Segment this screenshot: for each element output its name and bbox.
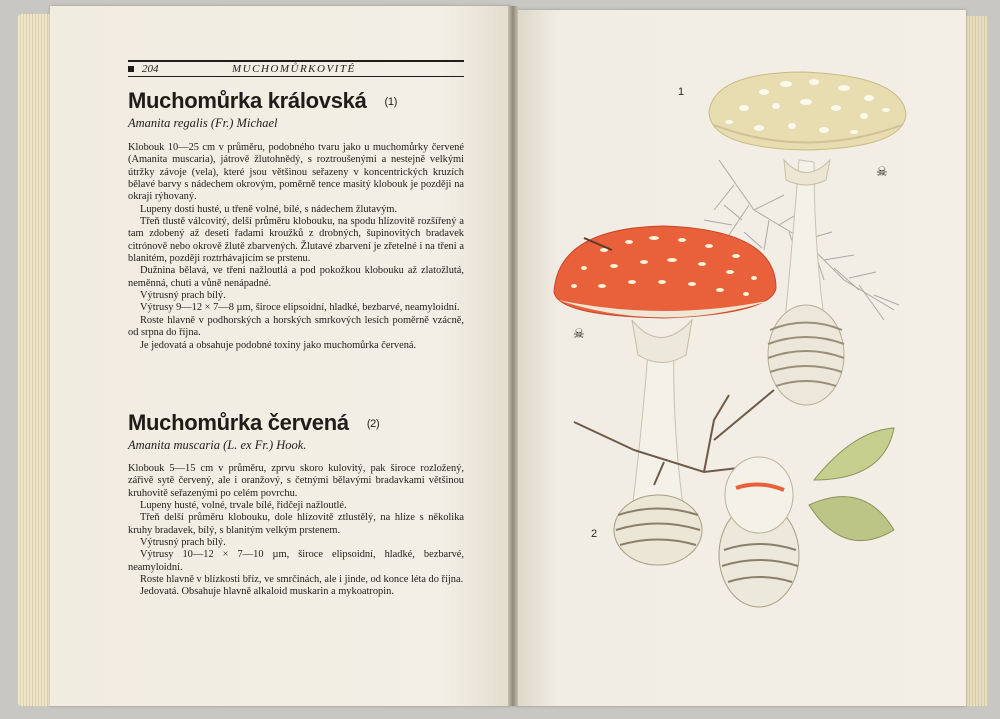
description-paragraph: Roste hlavně v blízkosti bříz, ve smrčinách, ale i jinde, od konce léta do října.: [140, 574, 464, 586]
latin-name: Amanita regalis (Fr.) Michael: [128, 116, 278, 130]
description-paragraph: Klobouk 10—25 cm v průměru, podobného tvaru jako u muchomůrky červené (Amanita muscaria), játrově žlutohnědý, s roztroušenými a nestejně velkými útržky závoje (vela), které jsou většinou seřazeny v koncentrických kruzích bělavé barvy s nádechem okrovým, poměrně tence masitý klobouk je později na okraji rýhovaný.: [128, 142, 464, 203]
species-name: Muchomůrka královská: [128, 88, 367, 113]
description-paragraph: Lupeny dosti husté, u třeně volné, bílé, s nádechem žlutavým.: [140, 203, 398, 215]
description-paragraph: Výtrusy 9—12 × 7—8 µm, široce elipsoidní, hladké, bezbarvé, neamyloidní.: [140, 302, 460, 314]
description-paragraph: Klobouk 5—15 cm v průměru, zprvu skoro kulovitý, pak široce rozložený, zářivě sytě červený, ale i oranžový, s četnými bělavými bradavkami většinou kruhovitě seřazenými po celém povrchu.: [128, 463, 464, 499]
description-paragraph: Výtrusný prach bílý.: [140, 537, 226, 549]
young-mushroom-illustration: [719, 457, 799, 607]
species-name: Muchomůrka červená: [128, 410, 349, 435]
description-paragraph: Roste hlavně v podhorských a horských smrkových lesích poměrně vzácně, od srpna do října.: [128, 314, 464, 339]
page-number: 204: [142, 63, 159, 75]
poison-skull-icon: ☠: [573, 326, 585, 341]
plate-reference: (1): [384, 96, 398, 109]
poison-skull-icon: ☠: [876, 164, 888, 179]
species-title: [128, 410, 379, 436]
header-rule: [128, 76, 464, 77]
plate-label-2: 2: [591, 528, 598, 540]
description-paragraph: Je jedovatá a obsahuje podobné toxiny jako muchomůrka červená.: [140, 339, 417, 351]
description-paragraph: Třeň delší průměru klobouku, dole hlízovitě ztlustělý, na hlíze s několika kruhy bradavek, bílý, s blanitým velkým prstenem.: [128, 512, 464, 536]
description-paragraph: Třeň tlustě válcovitý, delší průměru klobouku, na spodu hlízovitě rozšířený a tam zdobený až deseti řadami kroužků z drobných, šupinovitých bradavek citrónově nebo okrově žlutě zbarvených. Žlutavé zbarvení je zřetelné i na třeni a blanitém, později roztrhávajícím se prstenu.: [128, 216, 464, 265]
latin-name: Amanita muscaria (L. ex Fr.) Hook.: [128, 438, 307, 452]
description-paragraph: Lupeny husté, volné, trvale bílé, řidčeji nažloutlé.: [140, 500, 347, 512]
description-paragraph: Výtrusný prach bílý.: [140, 290, 226, 302]
description-paragraph: Jedovatá. Obsahuje hlavně alkaloid muskarin a mykoatropin.: [140, 586, 394, 598]
running-header: [128, 60, 464, 77]
description-paragraph: Dužnina bělavá, ve třeni nažloutlá a pod pokožkou klobouku až zlatožlutá, neměnná, chuti a vůně nenápadné.: [128, 265, 464, 289]
species-description: [128, 463, 464, 599]
mushroom-plate-illustration: [514, 10, 964, 700]
plate-label-1: 1: [678, 86, 685, 98]
species-description: [128, 142, 464, 352]
description-paragraph: Výtrusy 10—12 × 7—10 µm, široce elipsoidní, hladké, bezbarvé, neamyloidní.: [128, 549, 464, 573]
species-title: [128, 88, 397, 114]
running-title: MUCHOMŮRKOVITÉ: [232, 63, 356, 75]
header-square-icon: [128, 66, 134, 72]
plate-reference: (2): [366, 418, 380, 431]
